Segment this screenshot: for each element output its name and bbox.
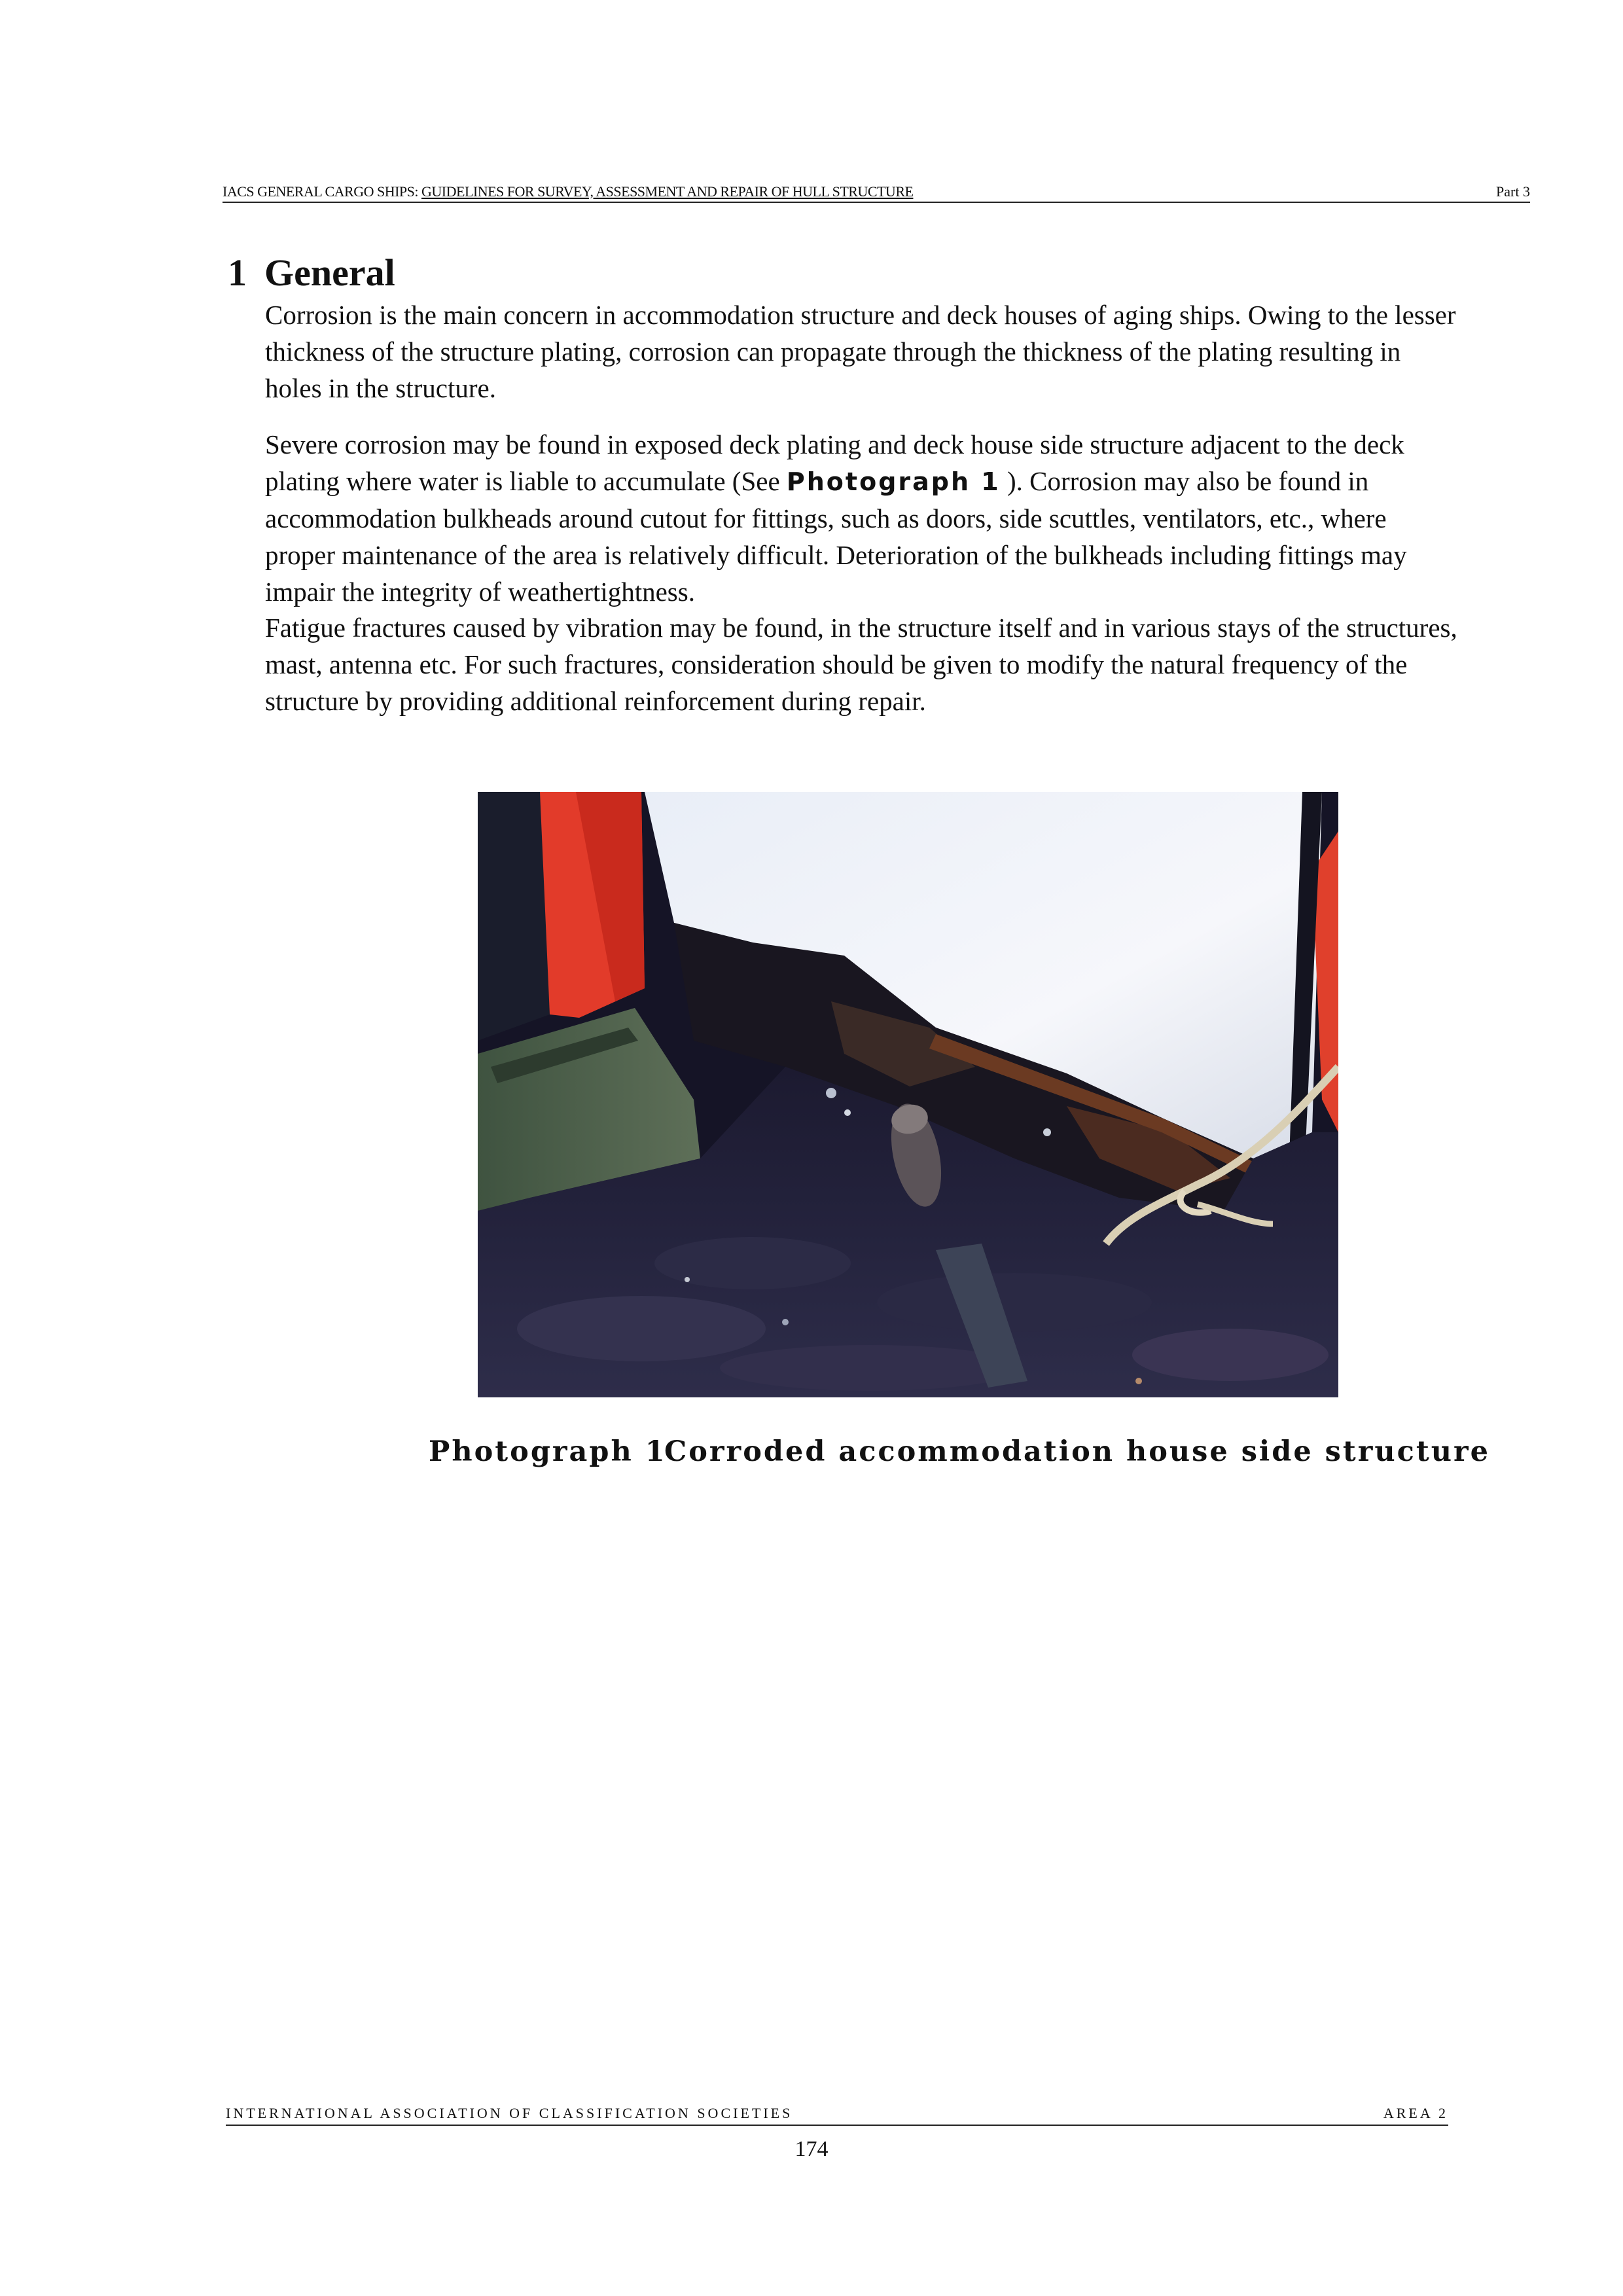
running-footer <box>226 2102 1448 2126</box>
header-guideline-title: GUIDELINES FOR SURVEY, ASSESSMENT AND REPAIR OF HULL STRUCTURE <box>421 183 914 200</box>
page-number: 174 <box>794 2137 829 2161</box>
paragraph-text-end: ). Corrosion may also be found in accommodation bulkheads around cutout for fittings, such as doors, side scuttles, ventilators, etc., where proper maintenance of the area is relatively difficult. Deterioration of the bulkheads including fittings may impair the integrity of weathertightness. <box>265 466 1407 607</box>
photograph-caption <box>429 1433 1490 1470</box>
header-part-label: Part 3 <box>1496 183 1530 200</box>
header-document-title <box>223 182 913 202</box>
paragraph-fatigue-fractures: Fatigue fractures caused by vibration may be found, in the structure itself and in various stays of the structures, mast, antenna etc. For such fractures, consideration should be given to modify the natural frequency of the structure by providing additional reinforcement during repair. <box>265 613 1457 716</box>
paragraph-text-start: Severe corrosion may be found in exposed deck plating and deck house side structure adjacent to the deck plating where water is liable to accumulate (See <box>265 429 1404 496</box>
corrosion-photograph-illustration <box>478 792 1338 1397</box>
section-title: General <box>264 251 395 294</box>
caption-label: Photograph 1 <box>429 1435 667 1468</box>
section-number: 1 <box>228 251 247 294</box>
running-header <box>223 182 1530 203</box>
header-prefix: IACS GENERAL CARGO SHIPS: <box>223 183 422 200</box>
footer-organization: INTERNATIONAL ASSOCIATION OF CLASSIFICATION SOCIETIES <box>226 2105 793 2121</box>
corrosion-photograph <box>478 792 1338 1397</box>
section-heading <box>228 250 395 296</box>
paragraph-corrosion-concern: Corrosion is the main concern in accommodation structure and deck houses of aging ships. Owing to the lesser thickness of the structure plating, corrosion can propagate through the thickness of the plating resulting in holes in the structure. <box>265 300 1456 403</box>
caption-text: Corroded accommodation house side structure <box>664 1435 1490 1468</box>
photograph-reference: Photograph 1 <box>786 467 1001 496</box>
footer-area: AREA 2 <box>1383 2105 1448 2121</box>
paragraph-severe-corrosion <box>265 426 1463 610</box>
